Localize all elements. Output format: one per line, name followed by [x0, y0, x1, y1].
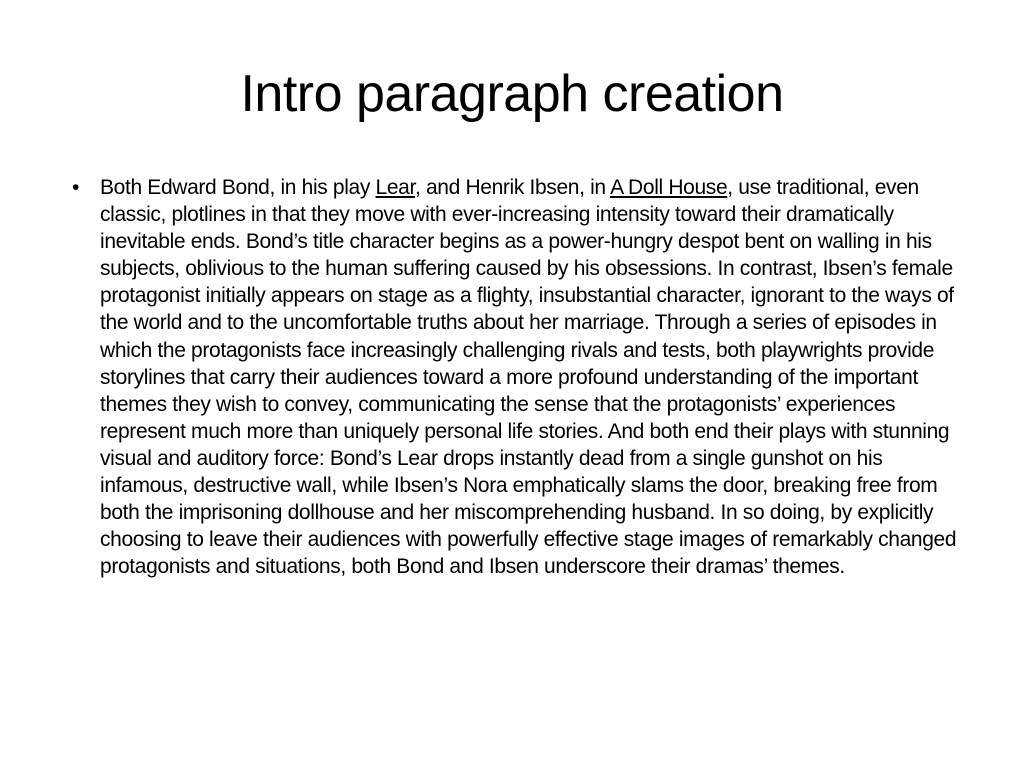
bullet-list — [72, 174, 972, 580]
slide-title: Intro paragraph creation — [240, 65, 784, 123]
play-title-a-doll-house: A Doll House — [610, 176, 728, 199]
bullet-icon: • — [72, 176, 80, 199]
paragraph-text-middle: , and Henrik Ibsen, in — [415, 176, 611, 199]
paragraph-text-start: Both Edward Bond, in his play — [100, 176, 376, 199]
play-title-lear: Lear — [375, 176, 415, 199]
paragraph-text-end: , use traditional, even classic, plotlines in that they move with ever-increasing intensity toward their dramatically inevitable ends. Bond’s title character begins as a power-hungry despot bent on walling in his subjects, oblivious to the human suffering caused by his obsessions. In contrast, Ibsen’s female protagonist initially appears on stage as a flighty, insubstantial character, ignorant to the ways of the world and to the uncomfortable truths about her marriage. Through a series of episodes in which the protagonists face increasingly challenging rivals and tests, both playwrights provide storylines that carry their audiences toward a more profound understanding of the important themes they wish to convey, communicating the sense that the protagonists’ experiences represent much more than uniquely personal life stories. And both end their plays with stunning visual and auditory force: Bond’s Lear drops instantly dead from a single gunshot on his infamous, destructive wall, while Ibsen’s Nora emphatically slams the door, breaking free from both the imprisoning dollhouse and her miscomprehending husband. In so doing, by explicitly choosing to leave their audiences with powerfully effective stage images of remarkably changed protagonists and situations, both Bond and Ibsen underscore their dramas’ themes. — [100, 176, 957, 579]
bullet-item — [72, 174, 972, 580]
